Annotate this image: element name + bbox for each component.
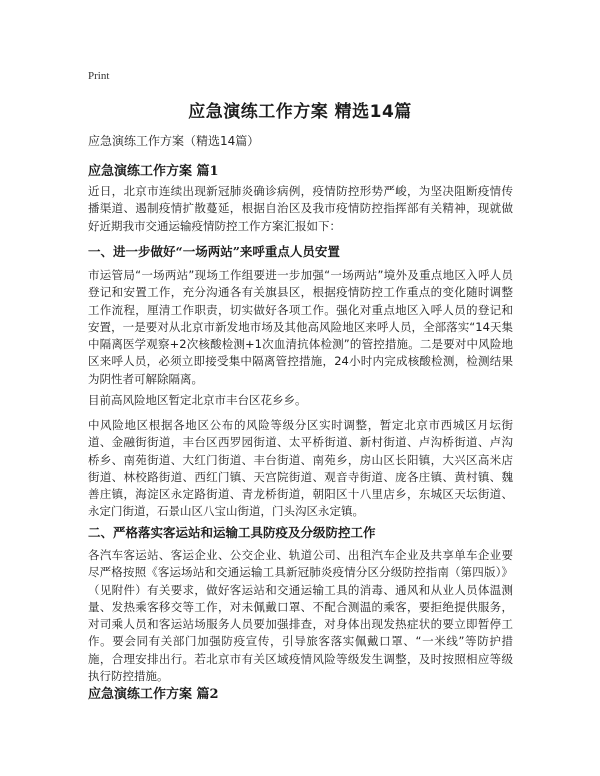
part-two-paragraph: 各汽车客运站、客运企业、公交企业、轨道公司、出租汽车企业及共享单车企业要尽严格按照《客运场站和交通运输工具新冠肺炎疫情分区分级防控指南（第四版）》（见附件）有关要求，做好客运站和交通运输工具的消毒、通风和从业人员体温测量、发热乘客移交等工作，对未佩戴口罩、不配合测温的乘客，要拒绝提供服务，对司乘人员和客运站场服务人员要加强排查，对身体出现发热症状的要立即暂停工作。要会同有关部门加强防疫宣传，引导旅客落实佩戴口罩、“一米线”等防护措施，合理安排出行。若北京市有关区域疫情风险等级发生调整，及时按照相应等级执行防控措施。 [88, 548, 513, 684]
section-heading-1: 应急演练工作方案 篇1 [88, 164, 219, 179]
part-two-heading: 二、严格落实客运站和运输工具防疫及分级防控工作 [88, 525, 376, 540]
part-one-paragraph-2: 目前高风险地区暂定北京市丰台区花乡乡。 [88, 393, 307, 407]
section-heading-2: 应急演练工作方案 篇2 [88, 687, 219, 702]
part-one-paragraph-1: 市运管局“一场两站”现场工作组要进一步加强“一场两站”境外及重点地区入呼人员登记和安置工作，充分沟通各有关旗县区，根据疫情防控工作重点的变化随时调整工作流程，厘清工作职责，切实做好各项工作。强化对重点地区入呼人员的登记和安置，一是要对从北京市新发地市场及其他高风险地区来呼人员，全部落实“14天集中隔离医学观察+2次核酸检测+1次血清抗体检测”的管控措施。二是要对中风险地区来呼人员，必须立即接受集中隔离管控措施，24小时内完成核酸检测，检测结果为阴性者可解除隔离。 [88, 268, 513, 386]
print-label: Print [88, 70, 110, 82]
part-one-heading: 一、进一步做好“一场两站”来呼重点人员安置 [88, 244, 340, 259]
document-subtitle: 应急演练工作方案（精选14篇） [88, 134, 260, 148]
part-one-paragraph-3: 中风险地区根据各地区公布的风险等级分区实时调整，暂定北京市西城区月坛街道、金融街街道，丰台区西罗园街道、太平桥街道、新村街道、卢沟桥街道、卢沟桥乡、南苑街道、大红门街道、丰台街道、南苑乡，房山区长阳镇，大兴区高米店街道、林校路街道、西红门镇、天宫院街道、观音寺街道、庞各庄镇、黄村镇、魏善庄镇，海淀区永定路街道、青龙桥街道，朝阳区十八里店乡，东城区天坛街道、永定门街道，石景山区八宝山街道，门头沟区永定镇。 [88, 418, 513, 519]
intro-paragraph: 近日，北京市连续出现新冠肺炎确诊病例，疫情防控形势严峻，为坚决阻断疫情传播渠道、遏制疫情扩散蔓延，根据自治区及我市疫情防控指挥部有关精神，现就做好近期我市交通运输疫情防控工作方案汇报如下： [88, 184, 513, 233]
document-title: 应急演练工作方案 精选14篇 [188, 102, 412, 122]
